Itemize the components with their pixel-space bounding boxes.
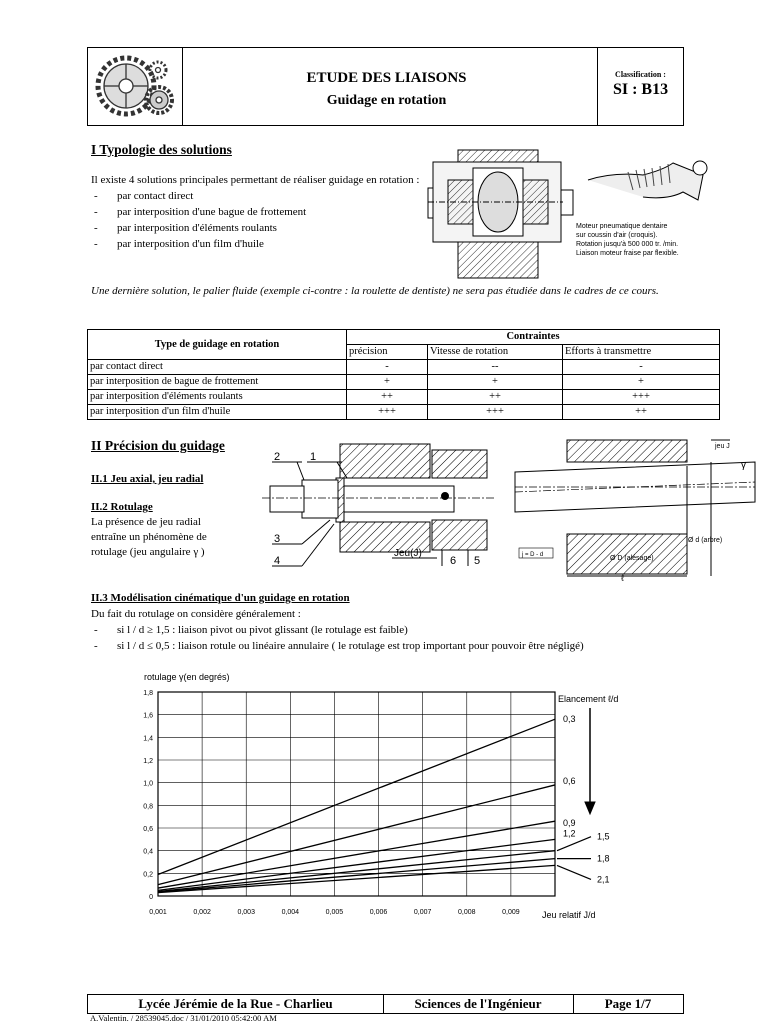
table-cell: + (347, 375, 428, 390)
list-item: - si l / d ≤ 0,5 : liaison rotule ou linéaire annulaire ( le rotulage est trop important pour pouvoir être négligé) (91, 638, 741, 654)
series-label: 0,3 (563, 714, 576, 725)
col-header-precision: précision (347, 345, 428, 360)
y-tick-label: 0 (149, 894, 153, 901)
series-line (158, 821, 555, 888)
section-2-title: II Précision du guidage (91, 438, 225, 453)
series-line (158, 839, 555, 890)
chart-legend-title: Elancement ℓ/d (558, 694, 619, 704)
row-label: par interposition de bague de frottement (88, 375, 347, 390)
footer-page: Page 1/7 (604, 996, 652, 1011)
row-label: par interposition d'éléments roulants (88, 390, 347, 405)
shaft-assembly-figure (262, 440, 494, 575)
table-cell: - (563, 360, 720, 375)
document-header (87, 47, 684, 126)
x-tick-label: 0,006 (369, 909, 388, 916)
list-item: - par interposition d'une bague de frottement (91, 204, 421, 220)
col-header-type: Type de guidage en rotation (88, 330, 347, 360)
chart-ylabel: rotulage γ(en degrés) (144, 672, 230, 682)
section-1-text (91, 172, 421, 252)
col-header-speed: Vitesse de rotation (428, 345, 563, 360)
table-row (88, 375, 720, 390)
rotulage-chart-svg (130, 666, 619, 936)
clearance-figure (515, 436, 755, 586)
table-cell: + (428, 375, 563, 390)
table-cell: +++ (428, 405, 563, 420)
gears-icon (88, 48, 181, 125)
series-label: 0,6 (563, 775, 576, 786)
footer-file-info: A.Valentin. / 28539045.doc / 31/01/2010 05:42:00 AM (90, 1013, 277, 1023)
dental-motor-figure (428, 150, 718, 280)
classification-label: Classification : (615, 70, 666, 79)
table-cell: -- (428, 360, 563, 375)
label-jeu: Jeu(J) (394, 548, 422, 559)
series-label-arrow (557, 865, 591, 879)
table-cell: + (563, 375, 720, 390)
caption-line: sur coussin d'air (croquis). (576, 232, 658, 239)
label-l: ℓ (621, 573, 624, 583)
shaft-assembly-drawing (262, 440, 494, 575)
label-jeu-j: jeu J (715, 443, 730, 450)
y-tick-label: 1,6 (143, 712, 153, 720)
list-item: - par contact direct (91, 188, 421, 204)
table-cell: +++ (563, 390, 720, 405)
document-title: ETUDE DES LIAISONS (306, 70, 467, 86)
table-row (88, 405, 720, 420)
x-tick-label: 0,003 (237, 909, 255, 916)
table-row (88, 360, 720, 375)
col-header-group: Contraintes (347, 330, 720, 345)
subsection-2-2-title: II.2 Rotulage (91, 501, 153, 513)
x-tick-label: 0,001 (149, 909, 167, 916)
row-label: par contact direct (88, 360, 347, 375)
y-tick-label: 1,0 (143, 780, 153, 788)
y-tick-label: 1,4 (143, 735, 153, 743)
table-cell: ++ (347, 390, 428, 405)
rotulage-text (91, 515, 261, 560)
series-line (158, 719, 555, 874)
label-gamma: γ (741, 460, 746, 471)
table-cell: ++ (563, 405, 720, 420)
x-tick-label: 0,005 (325, 909, 344, 916)
document-subtitle: Guidage en rotation (326, 93, 447, 108)
series-label: 0,9 (563, 818, 576, 829)
label-2: 2 (274, 451, 281, 463)
x-tick-label: 0,007 (413, 909, 432, 916)
label-6: 6 (450, 555, 457, 567)
series-label-arrow (557, 837, 591, 851)
series-line (158, 859, 555, 892)
solutions-list (91, 188, 421, 252)
classification-value: SI : B13 (612, 81, 669, 98)
y-tick-label: 0,4 (143, 848, 153, 856)
clearance-drawing (515, 436, 755, 586)
label-jdd: j = D - d (522, 552, 544, 558)
footer-subject: Sciences de l'Ingénieur (383, 995, 574, 1013)
text-line: entraîne un phénomène de (91, 531, 207, 543)
x-tick-label: 0,002 (193, 909, 211, 916)
table-cell: ++ (428, 390, 563, 405)
section-2-3-text (91, 606, 741, 654)
text-line: La présence de jeu radial (91, 516, 201, 528)
list-item: - par interposition d'éléments roulants (91, 220, 421, 236)
x-tick-label: 0,004 (281, 909, 300, 916)
classification-box (597, 48, 683, 125)
label-1: 1 (310, 451, 317, 463)
y-tick-label: 0,2 (143, 871, 153, 879)
page-footer (87, 994, 684, 1014)
section-2-3-intro: Du fait du rotulage on considère généralement : (91, 608, 301, 620)
row-label: par interposition d'un film d'huile (88, 405, 347, 420)
x-tick-label: 0,008 (458, 909, 476, 916)
model-list (91, 622, 741, 654)
series-label: 1,5 (597, 831, 610, 842)
section-1-title: I Typologie des solutions (91, 142, 232, 157)
y-tick-label: 0,8 (143, 803, 153, 811)
section-1-note: Une dernière solution, le palier fluide (exemple ci-contre : la roulette de dentiste) ne sera pas étudiée dans le cadres de ce cours. (91, 285, 659, 297)
table-cell: +++ (347, 405, 428, 420)
x-tick-label: 0,009 (502, 909, 520, 916)
subsection-2-1-title: II.1 Jeu axial, jeu radial (91, 473, 204, 485)
label-3: 3 (274, 533, 281, 545)
guidance-table (87, 329, 720, 420)
dental-motor-drawing (428, 150, 718, 280)
label-4: 4 (274, 555, 281, 567)
table-cell: - (347, 360, 428, 375)
rotulage-chart (130, 666, 619, 936)
label-d-alesage: Ø D (alésage) (610, 555, 654, 562)
series-label: 1,2 (563, 828, 576, 839)
gears-logo (88, 48, 183, 125)
dental-figure-caption (576, 222, 679, 258)
label-5: 5 (474, 555, 481, 567)
table-row (88, 390, 720, 405)
series-line (158, 851, 555, 892)
series-label: 1,8 (597, 853, 610, 864)
series-label: 2,1 (597, 874, 610, 885)
list-item: - par interposition d'un film d'huile (91, 236, 421, 252)
y-tick-label: 1,2 (143, 758, 153, 765)
subsection-2-3-title: II.3 Modélisation cinématique d'un guidage en rotation (91, 592, 350, 604)
caption-line: Moteur pneumatique dentaire (576, 223, 668, 230)
chart-xlabel: Jeu relatif J/d (542, 910, 596, 920)
list-item: - si l / d ≥ 1,5 : liaison pivot ou pivot glissant (le rotulage est faible) (91, 622, 741, 638)
table-header-row (88, 330, 720, 345)
label-d-arbre: Ø d (arbre) (688, 537, 723, 544)
y-tick-label: 1,8 (143, 690, 153, 697)
caption-line: Liaison moteur fraise par flexible. (576, 250, 679, 257)
section-1-intro: Il existe 4 solutions principales permettant de réaliser guidage en rotation : (91, 174, 420, 186)
col-header-efforts: Efforts à transmettre (563, 345, 720, 360)
caption-line: Rotation jusqu'à 500 000 tr. /min. (576, 241, 679, 248)
y-tick-label: 0,6 (143, 826, 153, 833)
footer-school: Lycée Jérémie de la Rue - Charlieu (88, 995, 384, 1013)
text-line: rotulage (jeu angulaire γ ) (91, 546, 205, 558)
